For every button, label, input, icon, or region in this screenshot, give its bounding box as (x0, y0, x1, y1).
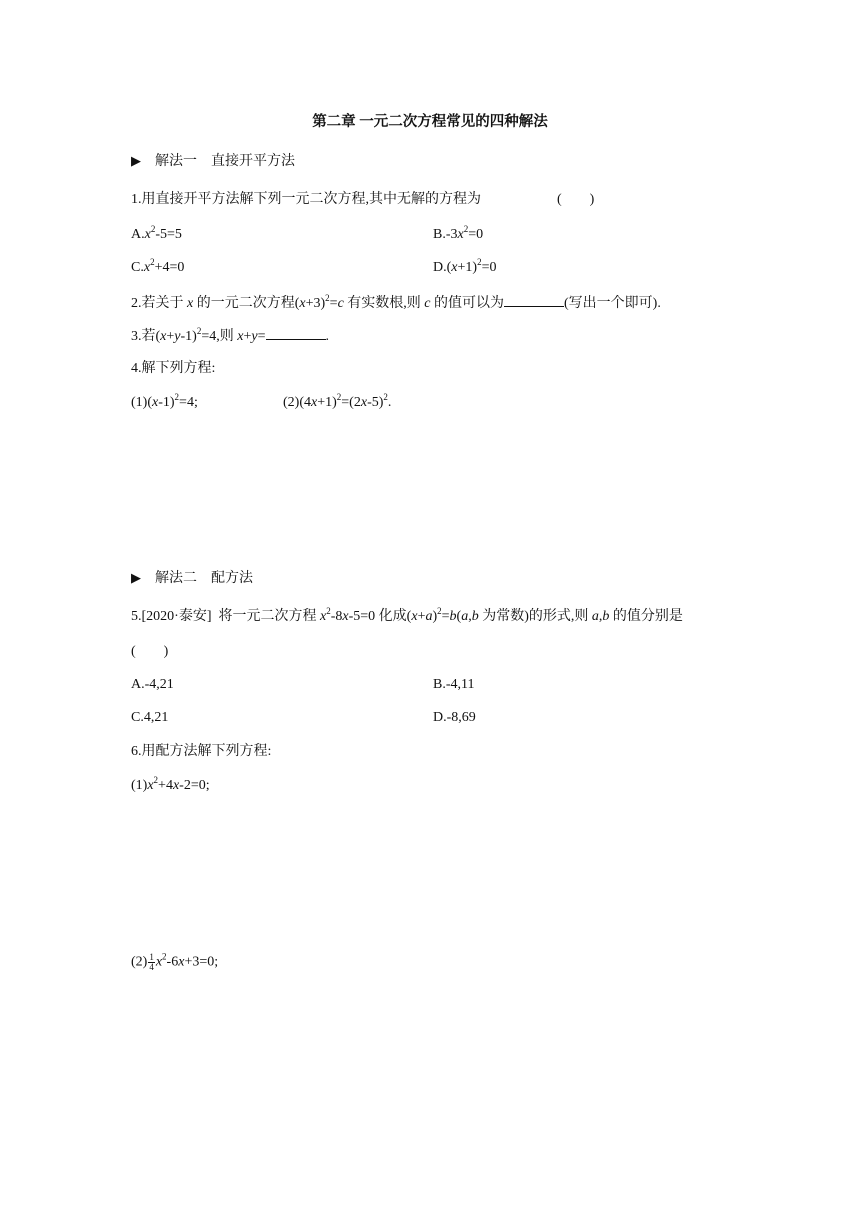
q6-part-1: $(1)x^2+4x-2=0$; (131, 775, 210, 793)
question-4: 4.解下列方程: (131, 361, 216, 376)
q6-part-2: (2) $\frac{1}{4}$ $x^2-6x+3=0$; (131, 951, 219, 972)
section-heading-direct-root (131, 152, 295, 171)
q1-option-d: $D.(x+1)^2=0$ (433, 257, 497, 275)
section-label: 解法一 (155, 154, 197, 169)
q5-option-c: C.4,21 (131, 710, 169, 725)
q4-part-1: $(1)(x-1)^2=4$; (131, 392, 198, 410)
q5-option-b: B.-4,11 (433, 677, 475, 692)
q1-option-a: $A.x^2-5=5$ (131, 224, 182, 242)
q4-part-2: $(2)(4x+1)^2=(2x-5)^2$. (283, 392, 392, 410)
question-1-text: 1.用直接开平方法解下列一元二次方程,其中无解的方程为 (131, 192, 481, 207)
question-2: 2.若关于 x 的一元二次方程$(x+3)^2=c$ 有实数根,则 c 的值可以为 (写出一个即可). (131, 293, 661, 311)
answer-blank (266, 327, 326, 340)
section-label: 解法二 (155, 571, 197, 586)
q5-option-d: D.-8,69 (433, 710, 476, 725)
question-6: 6.用配方法解下列方程: (131, 744, 272, 759)
page-title: 第二章 一元二次方程常见的四种解法 (312, 114, 548, 130)
section-heading-completing-square (131, 569, 253, 588)
section-name: 直接开平方法 (211, 154, 295, 169)
triangle-marker-icon: ▶ (131, 570, 141, 585)
question-5: 5.[2020·泰安] 将一元二次方程 $x^2-8x-5=0$ 化成$(x+a)^2=b(a,b$ 为常数)的形式,则 a,b 的值分别是 (131, 606, 683, 624)
triangle-marker-icon: ▶ (131, 153, 141, 168)
q5-answer-paren: ( ) (131, 644, 169, 659)
q1-option-c: $C.x^2+4=0$ (131, 257, 185, 275)
q1-option-b: $B.-3x^2=0$ (433, 224, 484, 242)
answer-paren: ( ) (557, 192, 595, 207)
question-3: 3.若$(x+y-1)^2=4$,则 x+y= . (131, 326, 329, 344)
fraction-one-quarter: $\frac{1}{4}$ (149, 952, 154, 972)
section-name: 配方法 (211, 571, 253, 586)
question-1 (131, 191, 594, 209)
answer-blank (504, 294, 564, 307)
q5-option-a: A.-4,21 (131, 677, 174, 692)
